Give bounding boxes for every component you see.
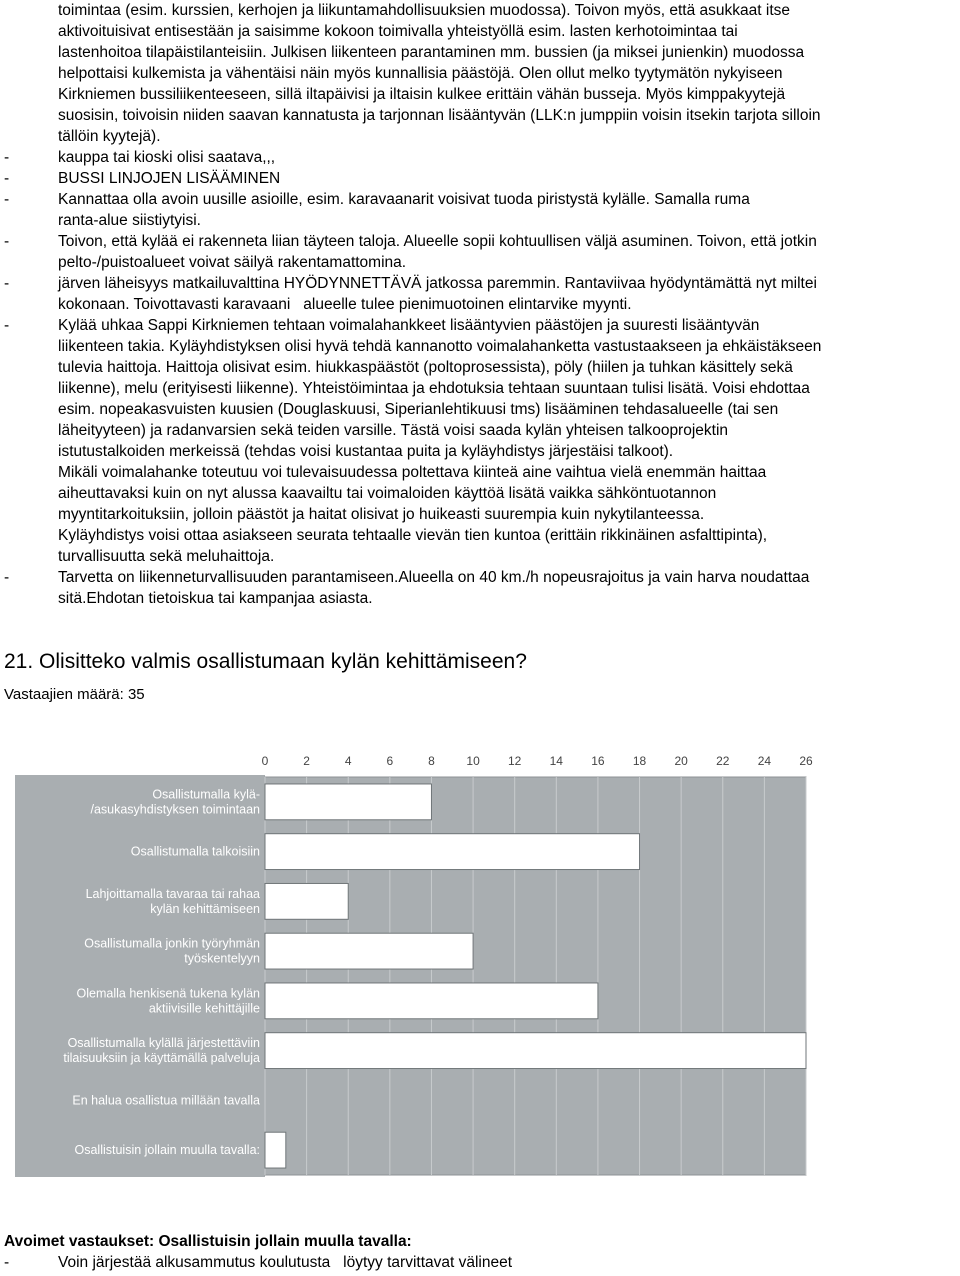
bar	[265, 883, 348, 919]
bar	[265, 983, 598, 1019]
answer-dash: -	[4, 317, 10, 334]
x-tick-label: 20	[674, 754, 688, 768]
answer-line: liikenteen takia. Kyläyhdistyksen olisi hyvä tehdä kannanotto voimalahanketta vastustaakseen ja ehkäistäkseen	[58, 338, 822, 355]
intro-line: suosisin, toivoisin niiden saavan kannatusta ja tarjonnan lisääntyvän (LLK:n jumppiin voisin itsekin tarjota silloin	[58, 107, 821, 124]
category-label: Lahjoittamalla tavaraa tai rahaa	[85, 886, 260, 901]
answer-item	[4, 231, 960, 273]
bar	[265, 784, 431, 820]
answer-line: myyntitarkoituksiin, jolloin päästöt ja haitat olisivat jo huikeasti suurempia kuin nykytilanteessa.	[58, 506, 705, 523]
answer-item	[4, 315, 960, 567]
answer-dash: -	[4, 149, 10, 166]
bar	[265, 1033, 806, 1069]
answer-line: liikenne), melu (erityisesti liikenne). Yhteistöimintaa ja ehdotuksia tehtaan suuntaan tulisi lisätä. Voisi ehdottaa	[58, 380, 810, 397]
x-tick-label: 22	[716, 754, 730, 768]
category-label: /asukasyhdistyksen toimintaan	[90, 802, 260, 817]
answer-text	[58, 231, 960, 273]
x-tick-label: 14	[549, 754, 563, 768]
answer-item	[4, 567, 960, 609]
respondent-count: Vastaajien määrä: 35	[4, 686, 145, 703]
answer-text	[58, 168, 960, 189]
response-bar-chart	[0, 740, 960, 1230]
answer-line: Kylää uhkaa Sappi Kirkniemen tehtaan voimalahankkeet lisääntyvien päästöjen ja suuresti lisääntyvän	[58, 317, 760, 334]
answer-line: tulevia haittoja. Haittoja olisivat esim. hiukkaspäästöt (poltoprosessista), pöly (hiilen ja tuhkan käsittely sekä	[58, 359, 793, 376]
answer-dash: -	[4, 191, 10, 208]
open-answer-dash: -	[4, 1254, 10, 1271]
answer-line: kokonaan. Toivottavasti karavaani alueelle tulee pienimuotoinen elintarvike myynti.	[58, 296, 632, 313]
answer-dash: -	[4, 170, 10, 187]
answer-line: läheityyteen) ja radanvarsien sekä teiden varsille. Tästä voisi saada kylän yhteisen talkooprojektin	[58, 422, 729, 439]
intro-line: toimintaa (esim. kurssien, kerhojen ja liikuntamahdollisuuksien muodossa). Toivon myös, että asukkaat itse	[58, 2, 791, 19]
category-label: kylän kehittämiseen	[150, 901, 260, 916]
answer-dash: -	[4, 275, 10, 292]
x-tick-label: 6	[386, 754, 394, 768]
x-tick-label: 24	[757, 754, 772, 768]
answer-text	[58, 273, 960, 315]
open-answers-title: Avoimet vastaukset: Osallistuisin jollain muulla tavalla:	[4, 1233, 412, 1250]
intro-line: lastenhoitoa tilapäistilanteisiin. Julkisen liikenteen parantaminen mm. bussien (ja miksei junienkin) muodossa	[58, 44, 805, 61]
question-title: 21. Olisitteko valmis osallistumaan kylän kehittämiseen?	[4, 650, 527, 673]
answer-line: ranta-alue siistiytyisi.	[58, 212, 201, 229]
category-label: Osallistumalla kylä-	[152, 787, 260, 802]
answer-line: istutustalkoiden merkeissä (tehdas voisi kustantaa puita ja kyläyhdistys järjestäisi talkoot).	[58, 443, 674, 460]
answer-text	[58, 147, 960, 168]
x-tick-label: 2	[303, 754, 310, 768]
answer-text	[58, 315, 960, 567]
answer-item	[4, 273, 960, 315]
x-tick-label: 8	[428, 754, 435, 768]
answer-item	[4, 189, 960, 231]
category-label: Osallistumalla talkoisiin	[130, 844, 260, 859]
answer-line: BUSSI LINJOJEN LISÄÄMINEN	[58, 170, 281, 187]
answer-line: kauppa tai kioski olisi saatava,,,	[58, 149, 276, 166]
intro-paragraph	[58, 0, 958, 147]
answer-line: Toivon, että kylää ei rakenneta liian täyteen taloja. Alueelle sopii kohtuullisen väljä asuminen. Toivon, että jotkin	[58, 233, 817, 250]
x-tick-label: 4	[344, 754, 352, 768]
answer-line: aiheuttavaksi kuin on nyt alussa kaavailtu tai voimaloiden käyttöä lisätä vaikka sähköntuotannon	[58, 485, 717, 502]
intro-line: aktivoituisivat entisestään ja saisimme kokoon toimivalla yhteistyöllä esim. lasten kerhotoimintaa tai	[58, 23, 738, 40]
answer-dash: -	[4, 569, 10, 586]
answer-line: pelto-/puistoalueet voivat säilyä rakentamattomina.	[58, 254, 407, 271]
open-answer-text: Voin järjestää alkusammutus koulutusta löytyy tarvittavat välineet	[58, 1254, 513, 1271]
intro-line: Kirkniemen bussiliikenteeseen, sillä iltapäivisi ja iltaisin kulkee erittäin vähän busseja. Myös kimppakyytejä	[58, 86, 786, 103]
category-label: Osallistumalla kylällä järjestettäviin	[67, 1036, 260, 1051]
answer-line: Kyläyhdistys voisi ottaa asiakseen seurata tehtaalle vievän tien kuntoa (erittäin rikkinäinen asfalttipinta),	[58, 527, 768, 544]
answer-line: turvallisuutta sekä meluhaittoja.	[58, 548, 275, 565]
category-label: aktiivisille kehittäjille	[148, 1001, 260, 1016]
bar	[265, 933, 473, 969]
x-tick-label: 26	[799, 754, 813, 768]
category-label: Osallistumalla jonkin työryhmän	[84, 936, 260, 951]
x-tick-label: 10	[466, 754, 480, 768]
answer-text	[58, 567, 960, 609]
answer-item	[4, 168, 960, 189]
intro-line: tällöin kyytejä).	[58, 128, 161, 145]
answer-line: Kannattaa olla avoin uusille asioille, esim. karavaanarit voisivat tuoda piristystä kylälle. Samalla ruma	[58, 191, 750, 208]
intro-line: helpottaisi kulkemista ja vähentäisi näin myös kunnallisia päästöjä. Olen ollut melko tyytymätön nykyiseen	[58, 65, 783, 82]
answer-item	[4, 147, 960, 168]
category-panel	[15, 775, 265, 1177]
answer-line: järven läheisyys matkailuvalttina HYÖDYNNETTÄVÄ jatkossa paremmin. Rantaviivaa hyödyntämättä nyt miltei	[58, 275, 817, 292]
answer-line: sitä.Ehdotan tietoiskua tai kampanjaa asiasta.	[58, 590, 373, 607]
x-tick-label: 16	[591, 754, 605, 768]
category-label: Olemalla henkisenä tukena kylän	[76, 986, 260, 1001]
answer-line: Mikäli voimalahanke toteutuu voi tulevaisuudessa poltettava kiinteä aine vaihtua vielä enemmän haittaa	[58, 464, 767, 481]
answer-dash: -	[4, 233, 10, 250]
answer-line: esim. nopeakasvuisten kuusien (Douglaskuusi, Siperianlehtikuusi tms) lisääminen tehdasalueelle (tai sen	[58, 401, 779, 418]
category-label: Osallistuisin jollain muulla tavalla:	[74, 1143, 260, 1158]
x-tick-label: 12	[508, 754, 522, 768]
open-answer-item	[4, 1254, 512, 1272]
x-tick-label: 0	[261, 754, 269, 768]
answer-line: Tarvetta on liikenneturvallisuuden parantamiseen.Alueella on 40 km./h nopeusrajoitus ja vain harva noudattaa	[58, 569, 810, 586]
category-label: tilaisuuksiin ja käyttämällä palveluja	[63, 1051, 260, 1066]
bar	[265, 1132, 286, 1168]
category-label: työskentelyyn	[184, 951, 260, 966]
bar	[265, 834, 640, 870]
answer-text	[58, 189, 960, 231]
category-label: En halua osallistua millään tavalla	[72, 1093, 260, 1108]
x-tick-label: 18	[632, 754, 647, 768]
